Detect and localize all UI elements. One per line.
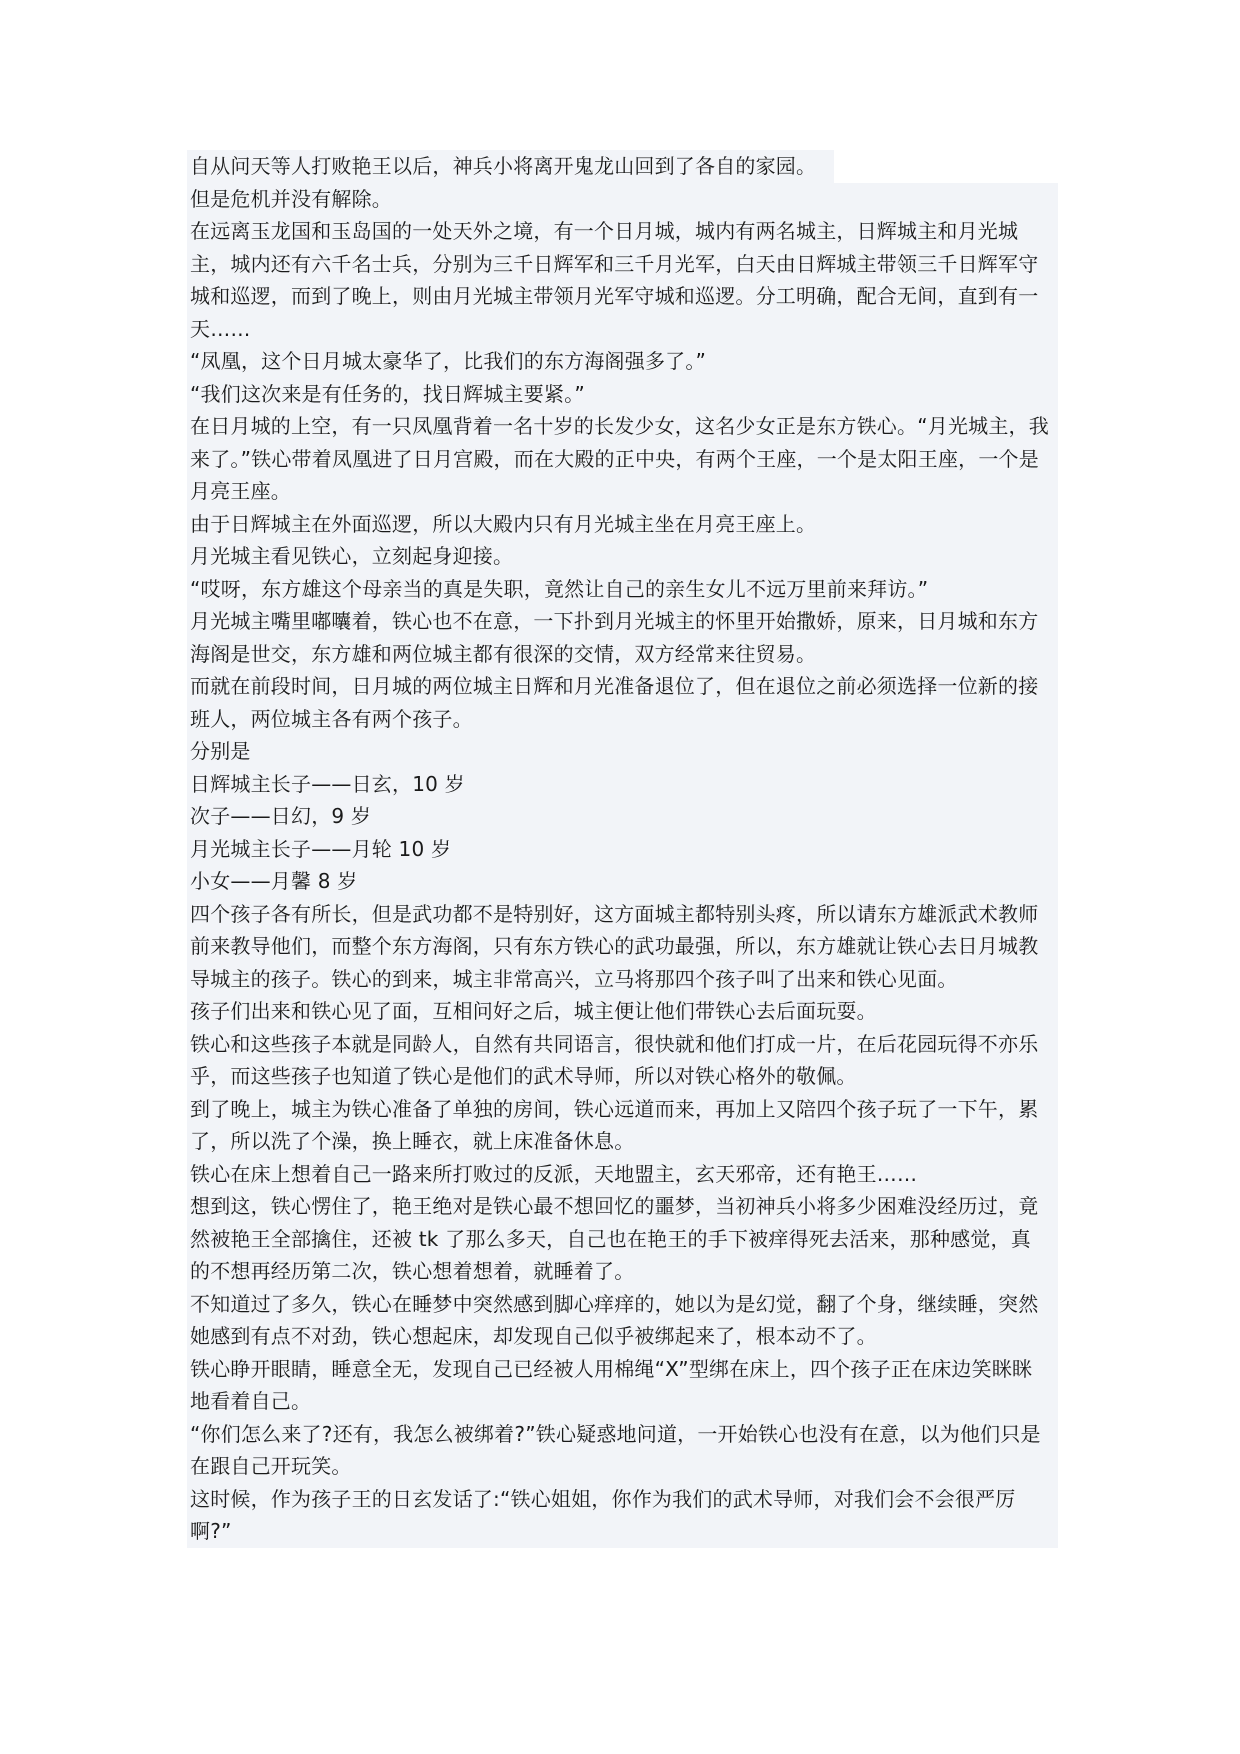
story-text [187,150,1058,1548]
paragraph: 到了晚上，城主为铁心准备了单独的房间，铁心远道而来，再加上又陪四个孩子玩了一下午，累了，所以洗了个澡，换上睡衣，就上床准备休息。 [187,1093,1058,1158]
paragraph: 想到这，铁心愣住了，艳王绝对是铁心最不想回忆的噩梦，当初神兵小将多少困难没经历过，竟然被艳王全部擒住，还被 tk 了那么多天，自己也在艳王的手下被痒得死去活来，那种感觉，真的不想再经历第二次，铁心想着想着，就睡着了。 [187,1190,1058,1288]
paragraph: 铁心睁开眼睛，睡意全无，发现自己已经被人用棉绳“X”型绑在床上，四个孩子正在床边笑眯眯地看着自己。 [187,1353,1058,1418]
paragraph: 铁心和这些孩子本就是同龄人，自然有共同语言，很快就和他们打成一片，在后花园玩得不亦乐乎，而这些孩子也知道了铁心是他们的武术导师，所以对铁心格外的敬佩。 [187,1028,1058,1093]
paragraph: 自从问天等人打败艳王以后，神兵小将离开鬼龙山回到了各自的家园。 [187,150,834,183]
paragraph: 月光城主看见铁心，立刻起身迎接。 [187,540,1058,573]
paragraph: 月光城主嘴里嘟囔着，铁心也不在意，一下扑到月光城主的怀里开始撒娇，原来，日月城和东方海阁是世交，东方雄和两位城主都有很深的交情，双方经常来往贸易。 [187,605,1058,670]
paragraph: 但是危机并没有解除。 [187,183,1058,216]
paragraph: “我们这次来是有任务的，找日辉城主要紧。” [187,378,1058,411]
paragraph: 分别是 [187,735,1058,768]
paragraph: 在远离玉龙国和玉岛国的一处天外之境，有一个日月城，城内有两名城主，日辉城主和月光城主，城内还有六千名士兵，分别为三千日辉军和三千月光军，白天由日辉城主带领三千日辉军守城和巡逻，而到了晚上，则由月光城主带领月光军守城和巡逻。分工明确，配合无间，直到有一天…… [187,215,1058,345]
paragraph: “凤凰，这个日月城太豪华了，比我们的东方海阁强多了。” [187,345,1058,378]
paragraph: 这时候，作为孩子王的日玄发话了:“铁心姐姐，你作为我们的武术导师，对我们会不会很严厉啊?” [187,1483,1058,1548]
paragraph: 铁心在床上想着自己一路来所打败过的反派，天地盟主，玄天邪帝，还有艳王…… [187,1158,1058,1191]
paragraph: 日辉城主长子——日玄，10 岁 [187,768,1058,801]
paragraph: “你们怎么来了?还有，我怎么被绑着?”铁心疑惑地问道，一开始铁心也没有在意，以为他们只是在跟自己开玩笑。 [187,1418,1058,1483]
paragraph: 由于日辉城主在外面巡逻，所以大殿内只有月光城主坐在月亮王座上。 [187,508,1058,541]
paragraph: 不知道过了多久，铁心在睡梦中突然感到脚心痒痒的，她以为是幻觉，翻了个身，继续睡，突然她感到有点不对劲，铁心想起床，却发现自己似乎被绑起来了，根本动不了。 [187,1288,1058,1353]
paragraph: “哎呀，东方雄这个母亲当的真是失职，竟然让自己的亲生女儿不远万里前来拜访。” [187,573,1058,606]
paragraph: 四个孩子各有所长，但是武功都不是特别好，这方面城主都特别头疼，所以请东方雄派武术教师前来教导他们，而整个东方海阁，只有东方铁心的武功最强，所以，东方雄就让铁心去日月城教导城主的孩子。铁心的到来，城主非常高兴，立马将那四个孩子叫了出来和铁心见面。 [187,898,1058,996]
paragraph: 月光城主长子——月轮 10 岁 [187,833,1058,866]
paragraph: 在日月城的上空，有一只凤凰背着一名十岁的长发少女，这名少女正是东方铁心。“月光城主，我来了。”铁心带着凤凰进了日月宫殿，而在大殿的正中央，有两个王座，一个是太阳王座，一个是月亮王座。 [187,410,1058,508]
paragraph: 小女——月馨 8 岁 [187,865,1058,898]
paragraph: 次子——日幻，9 岁 [187,800,1058,833]
paragraph: 孩子们出来和铁心见了面，互相问好之后，城主便让他们带铁心去后面玩耍。 [187,995,1058,1028]
paragraph: 而就在前段时间，日月城的两位城主日辉和月光准备退位了，但在退位之前必须选择一位新的接班人，两位城主各有两个孩子。 [187,670,1058,735]
